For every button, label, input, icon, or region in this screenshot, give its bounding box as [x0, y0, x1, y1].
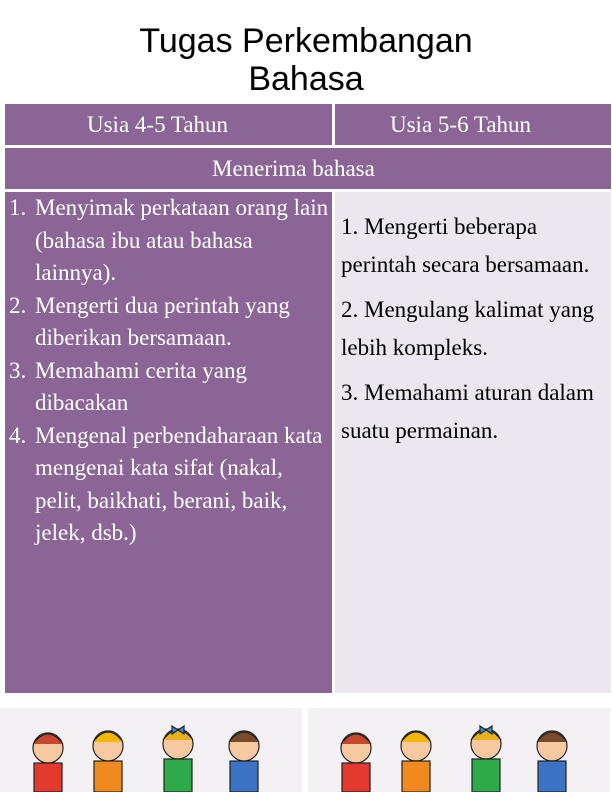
col1-header-cell: [5, 104, 332, 145]
list-item: 1. Menyimak perkataan orang lain (bahasa ibu atau bahasa lainnya).: [9, 195, 329, 285]
list-item: 2. Mengerti dua perintah yang diberikan bersamaan.: [9, 292, 290, 350]
children-illustration-right: [308, 708, 610, 792]
col1-list: [9, 192, 331, 550]
list-item: 4. Mengenal perbendaharaan kata mengenai kata sifat (nakal, pelit, baikhati, berani, baik, jelek, dsb.): [9, 422, 323, 545]
col1-body-cell: [5, 192, 332, 693]
col2-header: Usia 5-6 Tahun: [390, 112, 532, 137]
list-item: 1. Mengerti beberapa perintah secara bersamaan.: [341, 214, 590, 277]
col2-header-cell: [335, 104, 611, 145]
col1-header: Usia 4-5 Tahun: [87, 112, 229, 137]
title-line-1: Tugas Perkembangan: [139, 22, 473, 60]
col2-body-cell: [335, 192, 611, 693]
children-illustration-left: [0, 708, 302, 792]
col2-list: [341, 208, 605, 457]
list-item: 2. Mengulang kalimat yang lebih kompleks.: [341, 297, 594, 360]
page-title: [0, 22, 612, 98]
title-line-2: Bahasa: [248, 60, 364, 98]
section-label: Menerima bahasa: [212, 156, 375, 181]
list-item: 3. Memahami aturan dalam suatu permainan.: [341, 380, 594, 443]
list-item: 3. Memahami cerita yang dibacakan: [9, 357, 248, 415]
section-row: [5, 148, 611, 189]
